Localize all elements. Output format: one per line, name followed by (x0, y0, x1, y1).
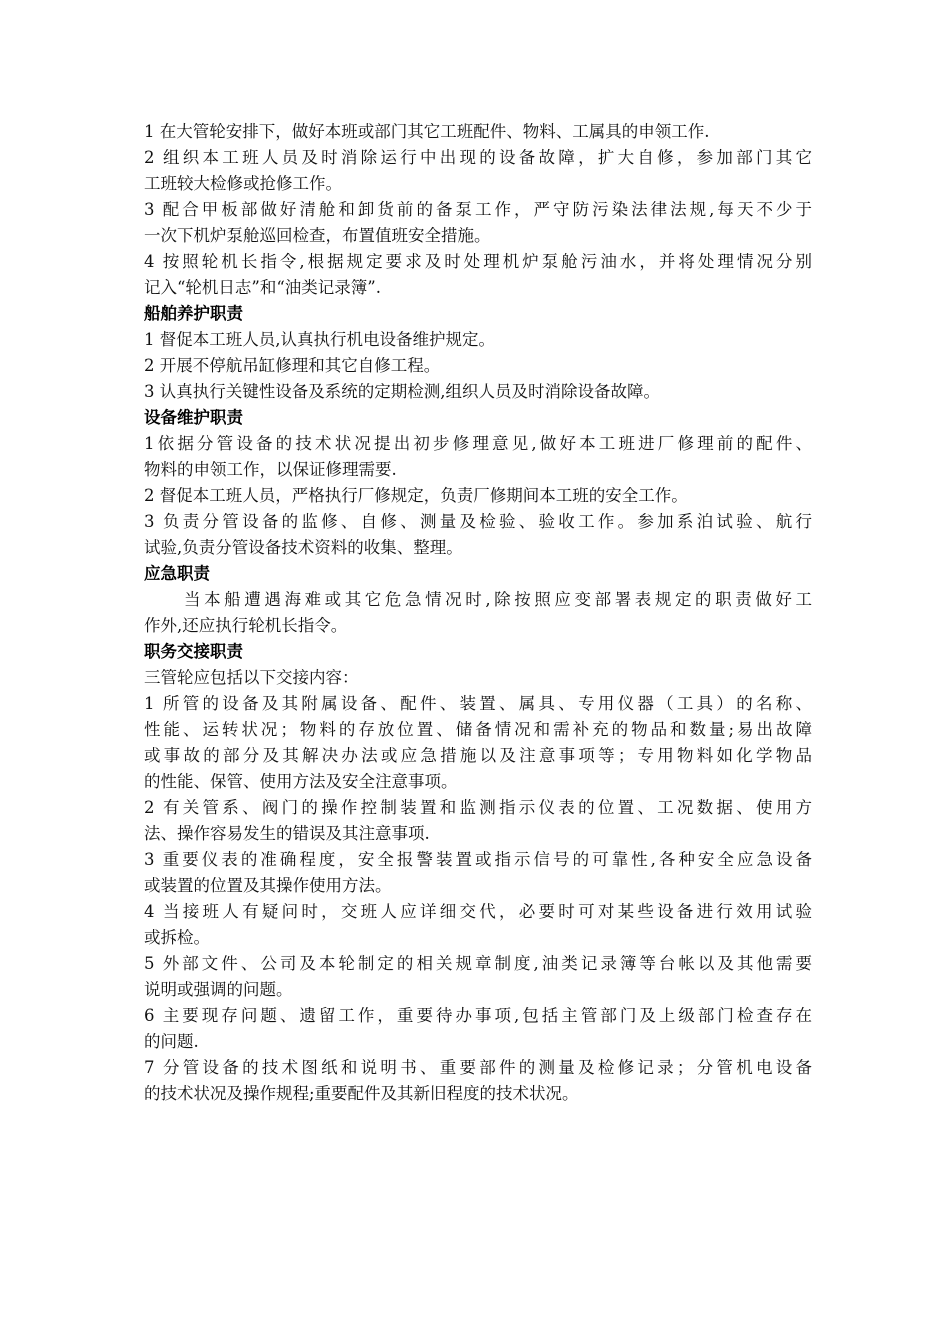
paragraph-line: 5 外部文件、公司及本轮制定的相关规章制度,油类记录簿等台帐以及其他需要 (144, 954, 812, 973)
paragraph-line: 物料的申领工作，以保证修理需要. (144, 460, 397, 479)
paragraph-line: 2 开展不停航吊缸修理和其它自修工程。 (144, 356, 441, 375)
paragraph-line: 2 组织本工班人员及时消除运行中出现的设备故障，扩大自修，参加部门其它 (144, 148, 812, 167)
paragraph-line: 2 督促本工班人员，严格执行厂修规定，负责厂修期间本工班的安全工作。 (144, 486, 688, 505)
paragraph-line: 1 所管的设备及其附属设备、配件、装置、属具、专用仪器（工具）的名称、 (144, 694, 812, 713)
paragraph-line: 的技术状况及操作规程;重要配件及其新旧程度的技术状况。 (144, 1084, 579, 1103)
paragraph-line: 的问题. (144, 1032, 199, 1051)
paragraph-line: 一次下机炉泵舱巡回检查，布置值班安全措施。 (144, 226, 491, 245)
paragraph-line: 1依据分管设备的技术状况提出初步修理意见,做好本工班进厂修理前的配件、 (144, 434, 812, 453)
document-page (144, 119, 812, 1107)
paragraph-line: 工班较大检修或抢修工作。 (144, 174, 342, 193)
paragraph-line: 3 重要仪表的准确程度，安全报警装置或指示信号的可靠性,各种安全应急设备 (144, 850, 812, 869)
paragraph-line: 性能、运转状况；物料的存放位置、储备情况和需补充的物品和数量;易出故障 (144, 720, 812, 739)
paragraph-line: 4 当接班人有疑问时，交班人应详细交代，必要时可对某些设备进行效用试验 (144, 902, 812, 921)
paragraph-line: 3 认真执行关键性设备及系统的定期检测,组织人员及时消除设备故障。 (144, 382, 660, 401)
paragraph-line: 的性能、保管、使用方法及安全注意事项。 (144, 772, 458, 791)
paragraph-line: 记入“轮机日志”和“油类记录簿”. (144, 278, 381, 297)
section-heading: 职务交接职责 (144, 642, 243, 661)
paragraph-line: 3 配合甲板部做好清舱和卸货前的备泵工作，严守防污染法律法规,每天不少于 (144, 200, 812, 219)
paragraph-line: 试验,负责分管设备技术资料的收集、整理。 (144, 538, 463, 557)
paragraph-line: 2 有关管系、阀门的操作控制装置和监测指示仪表的位置、工况数据、使用方 (144, 798, 812, 817)
section-heading: 船舶养护职责 (144, 304, 243, 323)
paragraph-line: 或拆检。 (144, 928, 210, 947)
paragraph-line: 4 按照轮机长指令,根据规定要求及时处理机炉泵舱污油水，并将处理情况分别 (144, 252, 812, 271)
paragraph-line: 1 督促本工班人员,认真执行机电设备维护规定。 (144, 330, 495, 349)
paragraph-line: 或装置的位置及其操作使用方法。 (144, 876, 392, 895)
paragraph-line: 说明或强调的问题。 (144, 980, 293, 999)
paragraph-line: 6 主要现存问题、遗留工作，重要待办事项,包括主管部门及上级部门检查存在 (144, 1006, 812, 1025)
paragraph-line: 或事故的部分及其解决办法或应急措施以及注意事项等；专用物料如化学物品 (144, 746, 812, 765)
paragraph-line: 7 分管设备的技术图纸和说明书、重要部件的测量及检修记录；分管机电设备 (144, 1058, 812, 1077)
paragraph-line: 当本船遭遇海难或其它危急情况时,除按照应变部署表规定的职责做好工 (184, 590, 812, 609)
paragraph-line: 作外,还应执行轮机长指令。 (144, 616, 348, 635)
section-heading: 设备维护职责 (144, 408, 243, 427)
paragraph-line: 三管轮应包括以下交接内容： (144, 668, 359, 687)
paragraph-line: 法、操作容易发生的错误及其注意事项. (144, 824, 430, 843)
section-heading: 应急职责 (144, 564, 210, 583)
paragraph-line: 1 在大管轮安排下，做好本班或部门其它工班配件、物料、工属具的申领工作. (144, 122, 710, 141)
paragraph-line: 3 负责分管设备的监修、自修、测量及检验、验收工作。参加系泊试验、航行 (144, 512, 812, 531)
